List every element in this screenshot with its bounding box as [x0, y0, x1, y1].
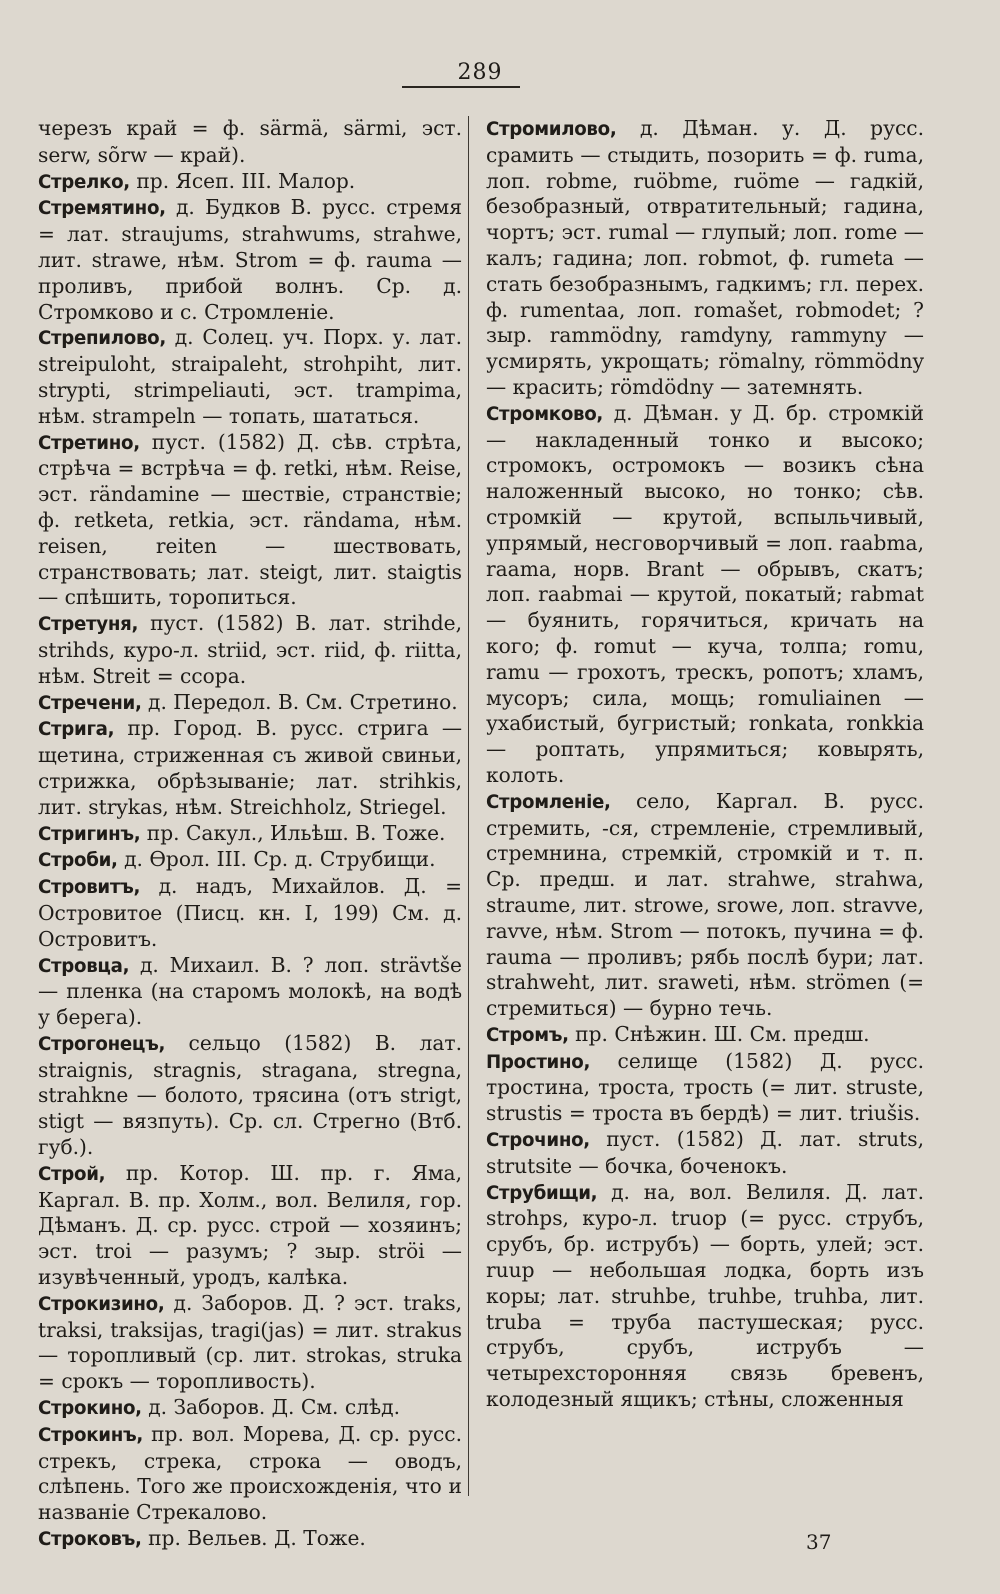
- page-number: 289: [457, 60, 503, 85]
- entry-text: пр. Город. В. русс. стрига — щетина, стриженная съ живой свиньи, стрижка, обрѣзываніе; лат. strihkis, лит. strykas, нѣм. Streichholz, Striegel.: [38, 716, 463, 819]
- column-divider: [468, 116, 469, 1496]
- entry-headword: Стромково,: [486, 403, 604, 425]
- entry-text: пуст. (1582) В. лат. strihde, strihds, куро-л. striid, эст. riid, ф. riitta, нѣм. Streit = ссора.: [38, 611, 462, 688]
- entry-text: пр. вол. Морева, Д. ср. русс. стрекъ, стрека, строка — оводъ, слѣпень. Того же происхожденія, что и названіе Стрекалово.: [38, 1421, 462, 1525]
- entry-headword: Простино,: [486, 1051, 591, 1073]
- entry-text: пр. Котор. Ш. пр. г. Яма, Каргал. В. пр. Холм., вол. Велиля, гор. Дѣманъ. Д. ср. русс. строй — хозяинъ; эст. troi — разумъ; ? зыр. ströi — изувѣченный, уродъ, калѣка.: [38, 1160, 462, 1290]
- entry-headword: Стромъ,: [486, 1024, 569, 1046]
- entry-text: село, Каргал. В. русс. стремить, -ся, стремленіе, стремливый, стремнина, стремкій, стромкій и т. п. Ср. предш. и лат. strahwe, strahwa, straume, лит. strowe, srowe, лоп. stravve, ravve, нѣм. Strom — потокъ, пучина = ф. rauma — проливъ; рябь послѣ бури; лат. strahweht, лит. sraweti, нѣм. strömen (= стремиться) — бурно течь.: [486, 788, 924, 1021]
- dictionary-entry: [38, 1031, 462, 1161]
- entry-headword: Стромленіе,: [486, 791, 611, 813]
- entry-headword: Струбищи,: [486, 1182, 598, 1204]
- entry-text: д. Солец. уч. Порх. у. лат. streipuloht, straipaleht, strohpiht, лит. strypti, strimpeliauti, эст. trampima, нѣм. strampeln — топать, шататься.: [38, 325, 462, 428]
- entry-headword: Стретино,: [38, 432, 140, 454]
- dictionary-entry: [486, 1180, 924, 1413]
- entry-text: д. Передол. В. См. Стретино.: [148, 689, 458, 714]
- entry-text: д. на, вол. Велиля. Д. лат. strohps, куро-л. truop (= русс. струбъ, срубъ, бр. иструбъ) — борть, улей; эст. ruup — небольшая лодка, борть изъ коры; лат. struhbe, truhbe, truhba, лит. truba = труба пастушеская; русс. струбъ, срубъ, иструбъ — четырехсторонняя связь бревенъ, колодезный ящикъ; стѣны, сложенныя: [486, 1179, 924, 1412]
- entry-text: сельцо (1582) В. лат. straignis, stragnis, stragana, stregna, strahkne — болото, трясина (отъ strigt, stigt — вязпуть). Ср. сл. Стрегно (Втб. губ.).: [38, 1030, 463, 1160]
- entry-headword: Стречени,: [38, 692, 142, 714]
- entry-headword: Стретуня,: [38, 614, 139, 636]
- entry-text: д. Заборов. Д. См. слѣд.: [148, 1395, 401, 1420]
- signature-mark: 37: [806, 1530, 832, 1554]
- dictionary-entry: [38, 821, 462, 848]
- entry-text: пуст. (1582) Д. сѣв. стрѣта, стрѣча = встрѣча = ф. retki, нѣм. Reise, эст. rändamine — шествіе, странствіе; ф. retketa, retkia, эст. rändama, нѣм. reisen, reiten — шествовать, странствовать; лат. steigt, лит. staigtis — спѣшить, торопиться.: [38, 429, 462, 610]
- dictionary-entry: [38, 716, 462, 820]
- dictionary-entry: [486, 789, 924, 1022]
- entry-headword: Стровца,: [38, 955, 130, 977]
- entry-headword: Стрелко,: [38, 171, 130, 193]
- entry-text: д. Заборов. Д. ? эст. traks, traksi, traksijas, tragi(jas) = лит. strakus — торопливый (ср. лит. strokas, struka = срокъ — торопливость).: [38, 1290, 463, 1394]
- entry-headword: Стригинъ,: [38, 823, 141, 845]
- dictionary-entry: [38, 430, 462, 612]
- dictionary-entry: [38, 195, 462, 325]
- entry-text: д. Михаил. В. ? лоп. strävtše — пленка (на старомъ молокѣ, на водѣ у берега).: [38, 952, 462, 1030]
- dictionary-entry: [38, 325, 462, 429]
- dictionary-entry: [38, 874, 462, 952]
- entry-headword: Стрига,: [38, 719, 115, 741]
- left-column: [38, 116, 462, 1553]
- dictionary-entry: [486, 1127, 924, 1180]
- dictionary-entry: [38, 953, 462, 1031]
- entry-text: черезъ край = ф. särmä, särmi, эст. serw, sõrw — край).: [38, 116, 462, 167]
- entry-headword: Строкинъ,: [38, 1424, 143, 1446]
- header-rule: [402, 86, 520, 88]
- dictionary-entry: [486, 116, 924, 401]
- entry-text: д. Будков В. русс. стремя = лат. straujums, strahwums, strahwe, лит. strawe, нѣм. Strom = ф. rauma — проливъ, прибой волнъ. Ср. д. Стромково и с. Стромленіе.: [38, 195, 462, 324]
- entry-headword: Строкизино,: [38, 1293, 165, 1315]
- dictionary-entry: [486, 1049, 924, 1127]
- entry-headword: Строгонецъ,: [38, 1033, 166, 1055]
- entry-headword: Строчино,: [486, 1130, 590, 1152]
- entry-text: пр. Вельев. Д. Тоже.: [148, 1526, 366, 1551]
- entry-text: селище (1582) Д. русс. тростина, троста, трость (= лит. struste, strustis = троста въ бердѣ) = лит. triušis.: [486, 1048, 924, 1126]
- entry-text: пр. Ясеп. III. Малор.: [136, 168, 356, 193]
- dictionary-entry: [38, 1291, 462, 1395]
- entry-headword: Стромилово,: [486, 119, 617, 140]
- dictionary-entry: [38, 169, 462, 196]
- entry-headword: Строкино,: [38, 1398, 142, 1420]
- entry-headword: Стрепилово,: [38, 328, 166, 350]
- entry-text: д. надъ, Михайлов. Д. = Островитое (Писц. кн. I, 199) См. д. Островитъ.: [38, 874, 463, 951]
- entry-text: пуст. (1582) Д. лат. struts, strutsite — бочка, боченокъ.: [486, 1127, 924, 1178]
- dictionary-entry: [38, 116, 462, 169]
- entry-headword: Строби,: [38, 850, 118, 872]
- entry-text: д. Дѣман. у. Д. русс. срамить — стыдить, позорить = ф. ruma, лоп. robme, ruöbme, ruöme — гадкій, безобразный, отвратительный; гадина, чортъ; эст. rumal — глупый; лоп. rome — калъ; гадина; лоп. robmot, ф. rumeta — стать безобразнымъ, гадкимъ; гл. перех. ф. rumentaa, лоп. romašet, robmodet; ? зыр. rammödny, ramdyny, rammyny — усмирять, укрощать; römalny, römmödny — красить; römdödny — затемнять.: [486, 116, 924, 399]
- dictionary-entry: [486, 401, 924, 789]
- dictionary-entry: [38, 847, 462, 874]
- right-column: [486, 116, 924, 1413]
- entry-text: д. Дѣман. у Д. бр. стромкій — накладенный тонко и высоко; стромокъ, остромокъ — возикъ сѣна наложенный высоко, но тонко; сѣв. стромкій — крутой, вспыльчивый, упрямый, несговорчивый = лоп. raabma, raama, норв. Brant — обрывъ, скатъ; лоп. raabmai — крутой, покатый; rabmat — буянить, горячиться, кричать на кого; ф. romut — куча, толпа; romu, ramu — грохотъ, трескъ, ропотъ; хламъ, мусоръ; сила, мощь; romuliainen — ухабистый, бугристый; ronkata, ronkkia — роптать, упрямиться; ковырять, колоть.: [486, 400, 924, 787]
- entry-headword: Стровитъ,: [38, 877, 141, 899]
- dictionary-entry: [38, 611, 462, 689]
- entry-headword: Стремятино,: [38, 198, 166, 220]
- entry-text: д. Өрол. III. Ср. д. Струбищи.: [124, 847, 436, 872]
- entry-text: пр. Сакул., Ильѣш. В. Тоже.: [146, 820, 446, 845]
- dictionary-entry: [38, 1395, 462, 1422]
- dictionary-entry: [38, 1422, 462, 1526]
- dictionary-entry: [38, 1526, 462, 1553]
- dictionary-entry: [38, 690, 462, 717]
- dictionary-entry: [486, 1022, 924, 1049]
- dictionary-entry: [38, 1161, 462, 1291]
- entry-headword: Строй,: [38, 1163, 106, 1185]
- entry-headword: Строковъ,: [38, 1529, 142, 1551]
- entry-text: пр. Снѣжин. Ш. См. предш.: [575, 1021, 870, 1046]
